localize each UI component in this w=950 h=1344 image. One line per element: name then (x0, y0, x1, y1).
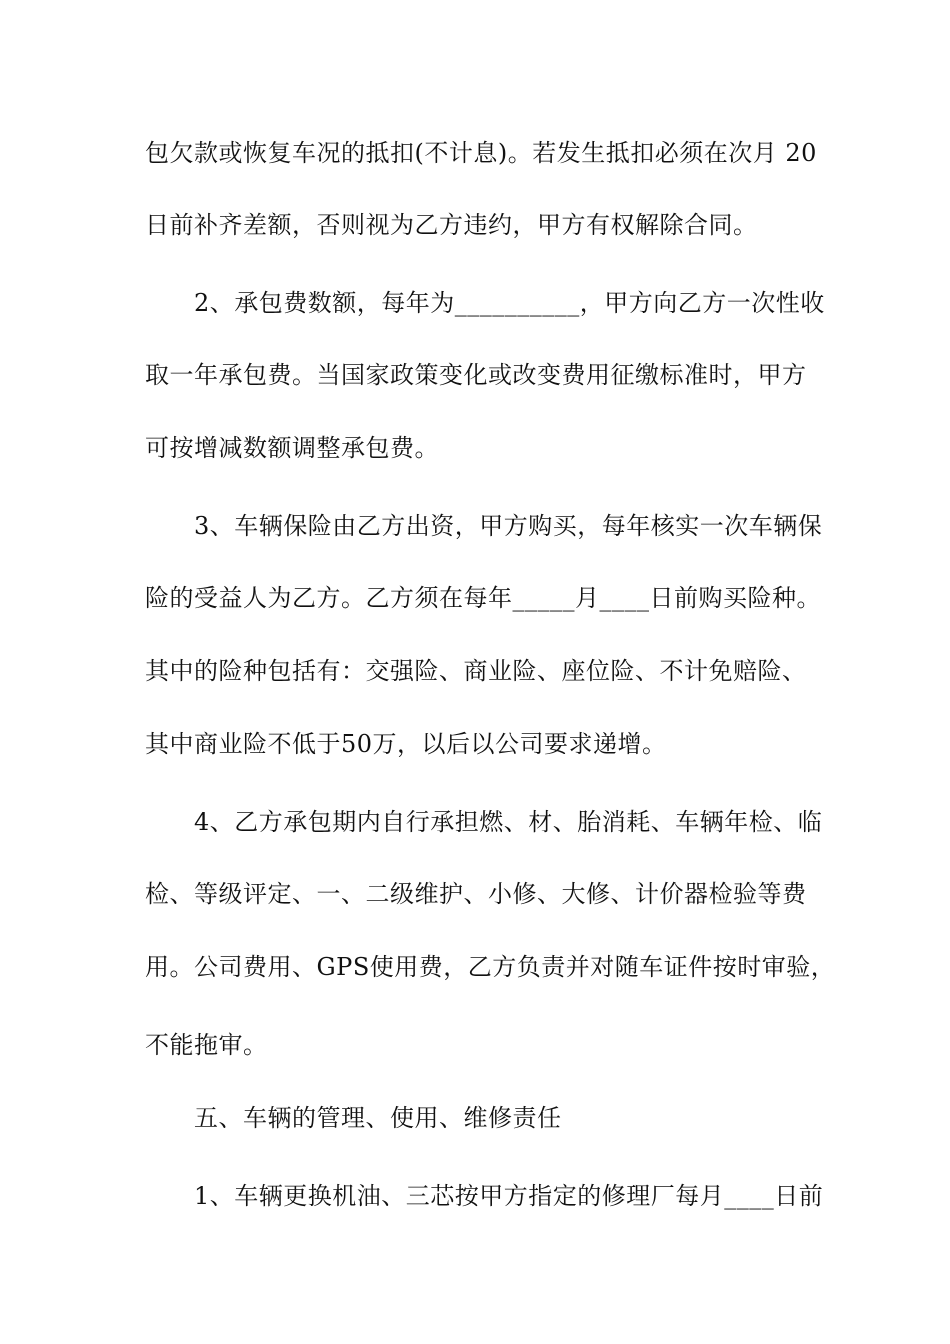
paragraph-line: 其中的险种包括有：交强险、商业险、座位险、不计免赔险、 (145, 657, 807, 685)
paragraph-line: 其中商业险不低于50万，以后以公司要求递增。 (145, 730, 667, 758)
paragraph-line: 用。公司费用、GPS使用费，乙方负责并对随车证件按时审验， (145, 953, 836, 981)
paragraph-line: 可按增减数额调整承包费。 (145, 434, 439, 462)
paragraph-line: 不能拖审。 (145, 1031, 268, 1059)
paragraph-line: 日前补齐差额，否则视为乙方违约，甲方有权解除合同。 (145, 211, 758, 239)
paragraph-line: 1、车辆更换机油、三芯按甲方指定的修理厂每月____日前 (194, 1182, 824, 1210)
paragraph-line: 2、承包费数额，每年为__________，甲方向乙方一次性收 (194, 289, 825, 317)
section-heading: 五、车辆的管理、使用、维修责任 (194, 1104, 562, 1132)
paragraph-line: 3、车辆保险由乙方出资，甲方购买，每年核实一次车辆保 (194, 512, 823, 540)
paragraph-line: 取一年承包费。当国家政策变化或改变费用征缴标准时，甲方 (145, 361, 807, 389)
paragraph-line: 4、乙方承包期内自行承担燃、材、胎消耗、车辆年检、临 (194, 808, 823, 836)
paragraph-line: 险的受益人为乙方。乙方须在每年_____月____日前购买险种。 (145, 584, 821, 612)
paragraph-line: 包欠款或恢复车况的抵扣(不计息)。若发生抵扣必须在次月 20 (145, 139, 817, 167)
paragraph-line: 检、等级评定、一、二级维护、小修、大修、计价器检验等费 (145, 880, 807, 908)
